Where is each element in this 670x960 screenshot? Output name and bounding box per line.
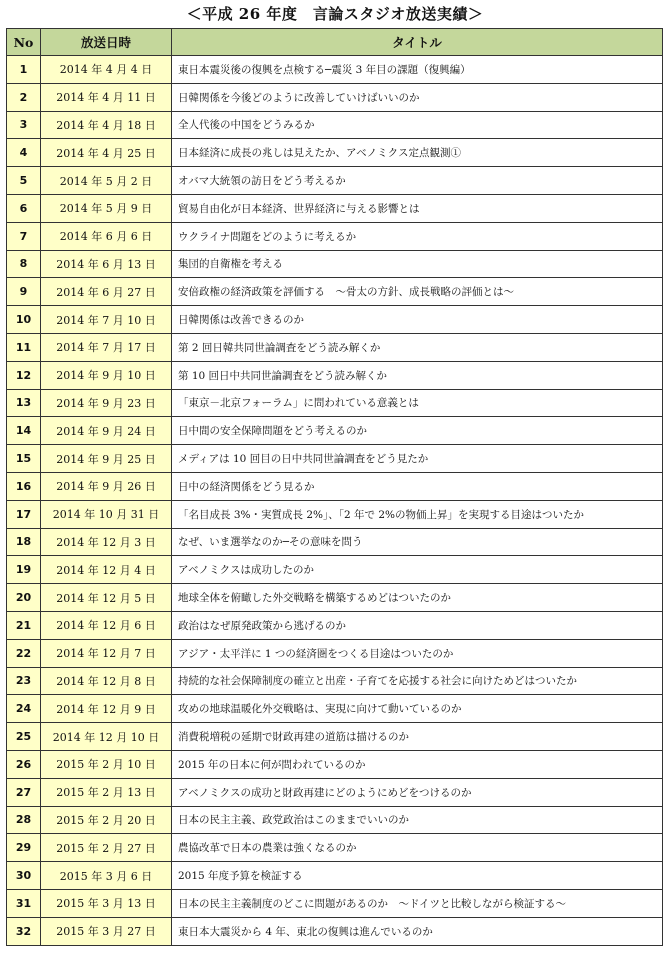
table-row bbox=[7, 222, 663, 250]
row-title: 安倍政権の経済政策を評価する ～骨太の方針、成長戦略の評価とは～ bbox=[172, 278, 663, 306]
row-date: 2015 年 2 月 20 日 bbox=[41, 806, 172, 834]
row-title: 第 2 回日韓共同世論調査をどう読み解くか bbox=[172, 333, 663, 361]
row-number: 6 bbox=[7, 194, 41, 222]
row-date: 2014 年 5 月 2 日 bbox=[41, 167, 172, 195]
row-date: 2014 年 9 月 23 日 bbox=[41, 389, 172, 417]
table-row bbox=[7, 500, 663, 528]
table-row bbox=[7, 361, 663, 389]
table-row bbox=[7, 111, 663, 139]
row-number: 14 bbox=[7, 417, 41, 445]
row-date: 2014 年 12 月 10 日 bbox=[41, 723, 172, 751]
row-title: 「名目成長 3%・実質成長 2%」、「2 年で 2%の物価上昇」を実現する目途はついたか bbox=[172, 500, 663, 528]
row-date: 2015 年 2 月 10 日 bbox=[41, 750, 172, 778]
row-title: 2015 年度予算を検証する bbox=[172, 862, 663, 890]
row-date: 2014 年 12 月 9 日 bbox=[41, 695, 172, 723]
row-title: 日中間の安全保障問題をどう考えるのか bbox=[172, 417, 663, 445]
row-date: 2014 年 6 月 27 日 bbox=[41, 278, 172, 306]
table-row bbox=[7, 83, 663, 111]
table-row bbox=[7, 778, 663, 806]
table-row bbox=[7, 417, 663, 445]
row-title: 農協改革で日本の農業は強くなるのか bbox=[172, 834, 663, 862]
row-title: 貿易自由化が日本経済、世界経済に与える影響とは bbox=[172, 194, 663, 222]
row-number: 8 bbox=[7, 250, 41, 278]
row-number: 17 bbox=[7, 500, 41, 528]
row-date: 2015 年 2 月 27 日 bbox=[41, 834, 172, 862]
row-number: 11 bbox=[7, 333, 41, 361]
row-date: 2015 年 3 月 13 日 bbox=[41, 889, 172, 917]
row-title: 第 10 回日中共同世論調査をどう読み解くか bbox=[172, 361, 663, 389]
row-date: 2014 年 10 月 31 日 bbox=[41, 500, 172, 528]
row-number: 12 bbox=[7, 361, 41, 389]
header-title: タイトル bbox=[172, 29, 663, 56]
table-row bbox=[7, 556, 663, 584]
row-number: 13 bbox=[7, 389, 41, 417]
row-number: 23 bbox=[7, 667, 41, 695]
row-number: 18 bbox=[7, 528, 41, 556]
row-number: 9 bbox=[7, 278, 41, 306]
table-row bbox=[7, 389, 663, 417]
row-title: ウクライナ問題をどのように考えるか bbox=[172, 222, 663, 250]
row-date: 2014 年 4 月 11 日 bbox=[41, 83, 172, 111]
row-title: アベノミクスの成功と財政再建にどのようにめどをつけるのか bbox=[172, 778, 663, 806]
row-title: オバマ大統領の訪日をどう考えるか bbox=[172, 167, 663, 195]
table-row bbox=[7, 917, 663, 945]
table-row bbox=[7, 889, 663, 917]
row-title: 消費税増税の延期で財政再建の道筋は描けるのか bbox=[172, 723, 663, 751]
row-title: 2015 年の日本に何が問われているのか bbox=[172, 750, 663, 778]
row-number: 29 bbox=[7, 834, 41, 862]
row-date: 2014 年 9 月 10 日 bbox=[41, 361, 172, 389]
table-row bbox=[7, 723, 663, 751]
row-number: 26 bbox=[7, 750, 41, 778]
table-row bbox=[7, 194, 663, 222]
row-title: 集団的自衛権を考える bbox=[172, 250, 663, 278]
row-number: 30 bbox=[7, 862, 41, 890]
table-row bbox=[7, 806, 663, 834]
row-title: なぜ、いま選挙なのか─その意味を問う bbox=[172, 528, 663, 556]
row-title: 全人代後の中国をどうみるか bbox=[172, 111, 663, 139]
row-number: 7 bbox=[7, 222, 41, 250]
row-number: 22 bbox=[7, 639, 41, 667]
row-number: 19 bbox=[7, 556, 41, 584]
table-row bbox=[7, 250, 663, 278]
row-number: 31 bbox=[7, 889, 41, 917]
header-no: No bbox=[7, 29, 41, 56]
row-title: 政治はなぜ原発政策から逃げるのか bbox=[172, 611, 663, 639]
table-row bbox=[7, 834, 663, 862]
row-date: 2014 年 6 月 6 日 bbox=[41, 222, 172, 250]
row-number: 3 bbox=[7, 111, 41, 139]
row-date: 2014 年 9 月 24 日 bbox=[41, 417, 172, 445]
table-row bbox=[7, 472, 663, 500]
row-title: 日本の民主主義、政党政治はこのままでいいのか bbox=[172, 806, 663, 834]
row-title: アベノミクスは成功したのか bbox=[172, 556, 663, 584]
row-number: 16 bbox=[7, 472, 41, 500]
table-header-row bbox=[7, 29, 663, 56]
row-title: 日本経済に成長の兆しは見えたか、アベノミクス定点観測① bbox=[172, 139, 663, 167]
row-date: 2014 年 7 月 17 日 bbox=[41, 333, 172, 361]
row-date: 2015 年 3 月 6 日 bbox=[41, 862, 172, 890]
row-title: 日韓関係を今後どのように改善していけばいいのか bbox=[172, 83, 663, 111]
row-number: 1 bbox=[7, 56, 41, 84]
table-row bbox=[7, 167, 663, 195]
row-number: 4 bbox=[7, 139, 41, 167]
row-number: 24 bbox=[7, 695, 41, 723]
table-row bbox=[7, 695, 663, 723]
row-date: 2014 年 9 月 26 日 bbox=[41, 472, 172, 500]
table-row bbox=[7, 139, 663, 167]
table-row bbox=[7, 278, 663, 306]
row-title: 攻めの地球温暖化外交戦略は、実現に向けて動いているのか bbox=[172, 695, 663, 723]
table-row bbox=[7, 750, 663, 778]
row-date: 2014 年 7 月 10 日 bbox=[41, 306, 172, 334]
row-number: 21 bbox=[7, 611, 41, 639]
table-row bbox=[7, 667, 663, 695]
page-title: ＜平成 26 年度 言論スタジオ放送実績＞ bbox=[186, 5, 484, 23]
row-date: 2014 年 6 月 13 日 bbox=[41, 250, 172, 278]
table-row bbox=[7, 333, 663, 361]
row-number: 5 bbox=[7, 167, 41, 195]
row-number: 15 bbox=[7, 445, 41, 473]
row-date: 2014 年 12 月 7 日 bbox=[41, 639, 172, 667]
row-date: 2014 年 12 月 4 日 bbox=[41, 556, 172, 584]
row-number: 27 bbox=[7, 778, 41, 806]
row-title: 「東京－北京フォーラム」に問われている意義とは bbox=[172, 389, 663, 417]
table-row bbox=[7, 584, 663, 612]
header-date: 放送日時 bbox=[41, 29, 172, 56]
row-number: 28 bbox=[7, 806, 41, 834]
table-row bbox=[7, 528, 663, 556]
row-date: 2014 年 12 月 3 日 bbox=[41, 528, 172, 556]
row-title: 地球全体を俯瞰した外交戦略を構築するめどはついたのか bbox=[172, 584, 663, 612]
row-number: 10 bbox=[7, 306, 41, 334]
row-number: 25 bbox=[7, 723, 41, 751]
table-row bbox=[7, 611, 663, 639]
table-row bbox=[7, 56, 663, 84]
row-date: 2014 年 4 月 18 日 bbox=[41, 111, 172, 139]
table-row bbox=[7, 306, 663, 334]
row-date: 2014 年 9 月 25 日 bbox=[41, 445, 172, 473]
row-title: アジア・太平洋に 1 つの経済圏をつくる目途はついたのか bbox=[172, 639, 663, 667]
row-date: 2015 年 3 月 27 日 bbox=[41, 917, 172, 945]
row-title: 持続的な社会保障制度の確立と出産・子育てを応援する社会に向けためどはついたか bbox=[172, 667, 663, 695]
row-date: 2014 年 5 月 9 日 bbox=[41, 194, 172, 222]
row-title: 東日本震災後の復興を点検する─震災 3 年目の課題（復興編） bbox=[172, 56, 663, 84]
row-number: 2 bbox=[7, 83, 41, 111]
row-date: 2014 年 4 月 4 日 bbox=[41, 56, 172, 84]
row-title: 日韓関係は改善できるのか bbox=[172, 306, 663, 334]
row-title: メディアは 10 回目の日中共同世論調査をどう見たか bbox=[172, 445, 663, 473]
row-title: 日中の経済関係をどう見るか bbox=[172, 472, 663, 500]
table-row bbox=[7, 639, 663, 667]
row-title: 東日本大震災から 4 年、東北の復興は進んでいるのか bbox=[172, 917, 663, 945]
row-date: 2014 年 12 月 8 日 bbox=[41, 667, 172, 695]
row-number: 20 bbox=[7, 584, 41, 612]
table-row bbox=[7, 862, 663, 890]
row-number: 32 bbox=[7, 917, 41, 945]
broadcast-table bbox=[6, 28, 663, 946]
row-date: 2014 年 12 月 6 日 bbox=[41, 611, 172, 639]
row-date: 2014 年 4 月 25 日 bbox=[41, 139, 172, 167]
row-date: 2015 年 2 月 13 日 bbox=[41, 778, 172, 806]
row-date: 2014 年 12 月 5 日 bbox=[41, 584, 172, 612]
table-row bbox=[7, 445, 663, 473]
row-title: 日本の民主主義制度のどこに問題があるのか ～ドイツと比較しながら検証する～ bbox=[172, 889, 663, 917]
